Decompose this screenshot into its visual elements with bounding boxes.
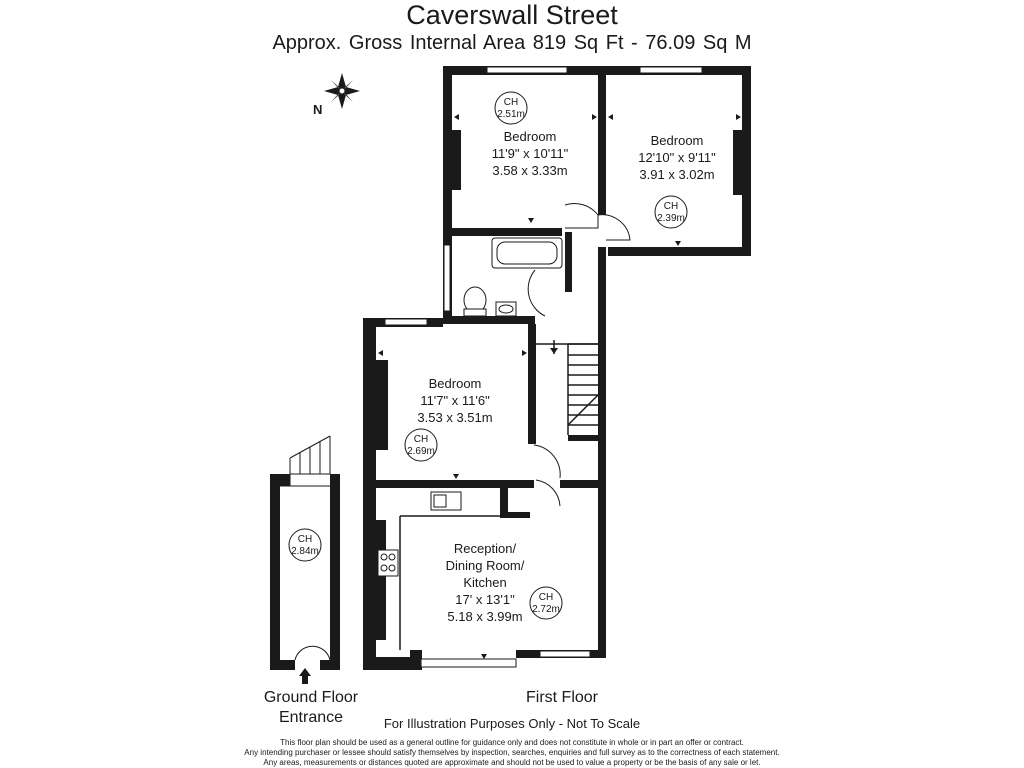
room-dimensions-metric: 3.53 x 3.51m <box>417 410 493 425</box>
stair-arrow-icon <box>550 348 558 354</box>
room-dimensions-imperial: 11'7" x 11'6" <box>420 393 490 408</box>
room-dimensions-metric: 3.58 x 3.33m <box>492 163 568 178</box>
room-dimensions-metric: 3.91 x 3.02m <box>639 167 715 182</box>
first-floor-label: First Floor <box>526 689 598 706</box>
entrance-arrow-icon <box>299 668 311 684</box>
compass-icon <box>324 73 360 109</box>
plan-title: Caverswall Street <box>406 0 618 30</box>
room-name: Bedroom <box>428 376 482 391</box>
ceiling-height-value: 2.69m <box>407 446 435 457</box>
room-name-line-2: Dining Room/ <box>445 558 525 573</box>
room-dimensions-imperial: 12'10" x 9'11" <box>638 150 716 165</box>
ceiling-height-value: 2.84m <box>291 546 319 557</box>
ceiling-height-value: 2.39m <box>657 213 685 224</box>
ceiling-height-label: CH <box>297 534 313 545</box>
room-name: Bedroom <box>650 133 704 148</box>
room-dimensions-imperial: 11'9" x 10'11" <box>491 146 569 161</box>
ceiling-height-value: 2.72m <box>532 604 560 615</box>
ground-floor-label-line-2: Entrance <box>278 709 344 726</box>
room-name: Bedroom <box>503 129 557 144</box>
room-dimensions-imperial: 17' x 13'1" <box>455 592 515 607</box>
ceiling-height-value: 2.51m <box>497 109 525 120</box>
room-name-line-1: Reception/ <box>453 541 517 556</box>
hob-icon <box>378 550 398 576</box>
room-bedroom-2 <box>638 133 716 228</box>
ground-floor-label-line-1: Ground Floor <box>263 689 359 706</box>
disclaimer-line-1: This floor plan should be used as a general outline for guidance only and does not constitute in whole or in part an offer or contract. <box>280 738 744 747</box>
room-bedroom-3 <box>405 376 493 461</box>
north-label: N <box>313 102 323 117</box>
room-bedroom-1 <box>492 92 569 178</box>
ceiling-height-label: CH <box>503 97 519 108</box>
disclaimer-line-3: Any areas, measurements or distances quoted are approximate and should not be used to value a property or be the basis of any sale or let. <box>263 758 761 767</box>
gross-internal-area: Approx. Gross Internal Area 819 Sq Ft - 76.09 Sq M <box>272 32 752 54</box>
ceiling-height-label: CH <box>538 592 554 603</box>
room-entrance <box>289 529 321 561</box>
disclaimer-heading: For Illustration Purposes Only - Not To Scale <box>383 716 641 731</box>
ceiling-height-label: CH <box>413 434 429 445</box>
room-name-line-3: Kitchen <box>463 575 507 590</box>
room-reception <box>446 541 562 624</box>
bathroom-fixtures <box>464 238 562 316</box>
ceiling-height-label: CH <box>663 201 679 212</box>
room-dimensions-metric: 5.18 x 3.99m <box>447 609 523 624</box>
ground-floor-walls <box>270 474 340 670</box>
disclaimer-line-2: Any intending purchaser or lessee should satisfy themselves by inspection, searches, enquiries and full survey as to the correctness of each statement. <box>244 748 780 757</box>
